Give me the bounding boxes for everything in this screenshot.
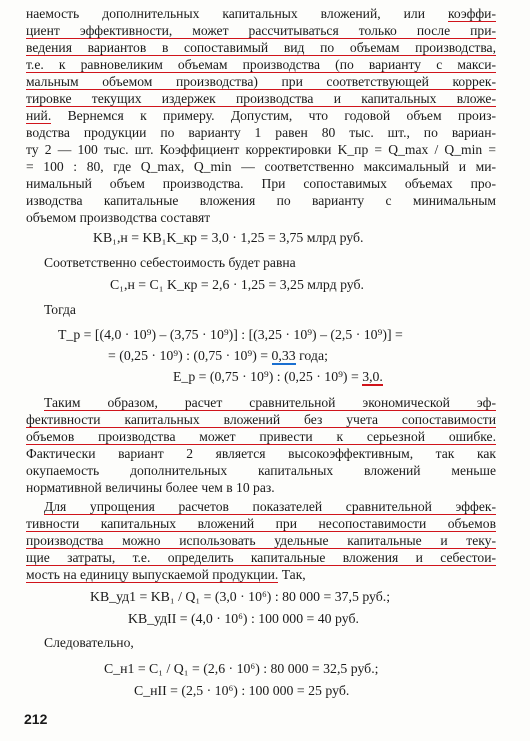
text-line: объемом производства составят bbox=[26, 210, 211, 225]
text-line: тировке текущих издержек производства и капитальных вложе- bbox=[26, 91, 496, 106]
efficiency-result: 3,0. bbox=[362, 369, 383, 384]
equation-kb1: KB₁,н = KB₁K_кр = 3,0 · 1,25 = 3,75 млрд руб. bbox=[93, 230, 364, 245]
equation-kbud2: KB_удII = (4,0 · 10⁶) : 100 000 = 40 руб. bbox=[128, 611, 359, 626]
equation-cn2: C_нII = (2,5 · 10⁶) : 100 000 = 25 руб. bbox=[134, 683, 350, 698]
text-line: ний. Вернемся к примеру. Допустим, что годовой объем произ- bbox=[26, 108, 496, 123]
text-line: щие затраты, т.е. определить капитальные вложения и себестои- bbox=[26, 550, 496, 565]
text-line: Таким образом, расчет сравнительной экономической эф- bbox=[44, 395, 496, 410]
text-line: производства можно использовать удельные капитальные и теку- bbox=[26, 533, 496, 548]
text-line: изводства капитальные вложения по варианту с минимальным bbox=[26, 193, 496, 208]
text-line: водства продукции по варианту 1 равен 80 тыс. шт., по вариан- bbox=[26, 125, 496, 140]
text-line: Тогда bbox=[44, 302, 76, 317]
text-line: окупаемость дополнительных капитальных вложений меньше bbox=[26, 463, 496, 478]
equation-tp-line2: = (0,25 · 10⁹) : (0,75 · 10⁹) = 0,33 года; bbox=[108, 348, 328, 363]
equation-cn1: C_н1 = C₁ / Q₁ = (2,6 · 10⁶) : 80 000 = 32,5 руб.; bbox=[104, 661, 379, 676]
text-line: ту 2 — 100 тыс. шт. Коэффициент корректировки K_пр = Q_max / Q_min = bbox=[26, 142, 496, 157]
text-line: Фактически вариант 2 является высокоэффективным, так как bbox=[26, 446, 496, 461]
equation-c1: C₁,н = C₁ K_кр = 2,6 · 1,25 = 3,25 млрд руб. bbox=[110, 277, 364, 292]
page-number: 212 bbox=[24, 711, 48, 727]
text-line: т.е. к равновеликим объемам производства (по варианту с макси- bbox=[26, 57, 496, 72]
payback-result: 0,33 bbox=[271, 348, 296, 363]
text-line: нимальный объем производства. При сопоставимых объемах про- bbox=[26, 176, 496, 191]
equation-tp-line1: T_р = [(4,0 · 10⁹) – (3,75 · 10⁹)] : [(3,25 · 10⁹) – (2,5 · 10⁹)] = bbox=[58, 327, 403, 342]
text-line: мость на единицу выпускаемой продукции. Так, bbox=[26, 567, 306, 582]
text-line: фективности капитальных вложений без учета сопоставимости bbox=[26, 412, 496, 427]
equation-kbud1: KB_уд1 = KB₁ / Q₁ = (3,0 · 10⁶) : 80 000 = 37,5 руб.; bbox=[90, 589, 391, 604]
equation-ep: E_р = (0,75 · 10⁹) : (0,25 · 10⁹) = 3,0. bbox=[173, 369, 383, 384]
text-line: Следовательно, bbox=[44, 635, 134, 650]
text-line: объемов производства может привести к серьезной ошибке. bbox=[26, 429, 496, 444]
text-line: Соответственно себестоимость будет равна bbox=[44, 255, 296, 270]
text-line: мальным объемом производства) при соответствующей коррек- bbox=[26, 74, 496, 89]
text-line: = 100 : 80, где Q_max, Q_min — соответственно максимальный и ми- bbox=[26, 159, 496, 174]
text-line: нормативной величины более чем в 10 раз. bbox=[26, 480, 275, 495]
text-line: Для упрощения расчетов показателей сравнительной эффек- bbox=[44, 499, 496, 514]
text-line: циент эффективности, может рассчитываться только после при- bbox=[26, 23, 496, 38]
text-line: ведения вариантов в сопоставимый вид по объемам производства, bbox=[26, 40, 496, 55]
text-line: наемость дополнительных капитальных вложений, или коэффи- bbox=[26, 6, 496, 21]
text-line: тивности капитальных вложений при несопоставимости объемов bbox=[26, 516, 496, 531]
